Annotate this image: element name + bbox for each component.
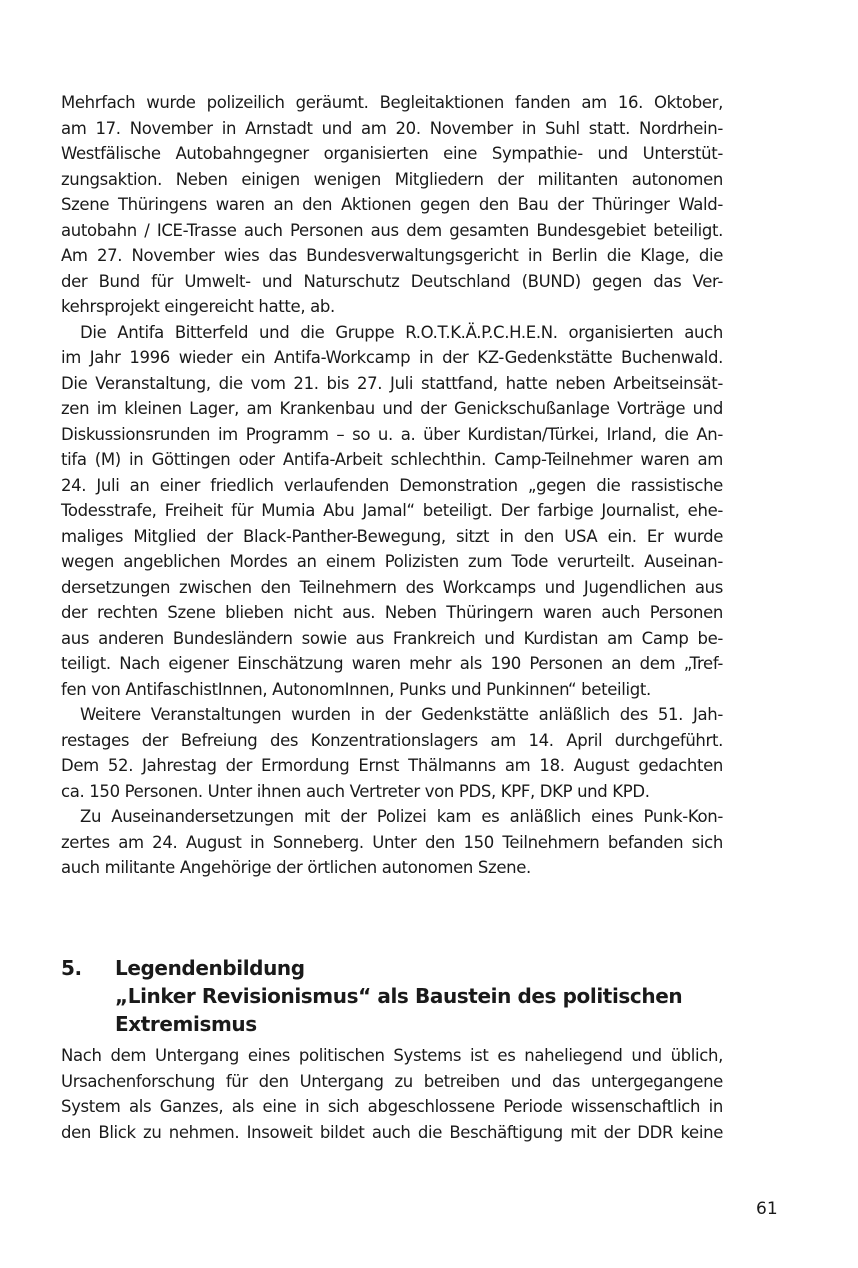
section-number: 5. — [61, 956, 82, 980]
body-text-before-section — [61, 90, 723, 881]
text-line: restages der Befreiung des Konzentrationslagers am 14. April durchgeführt. — [61, 730, 723, 750]
body-text-after-section — [61, 1043, 723, 1145]
text-line: Nach dem Untergang eines politischen Systems ist es naheliegend und üblich, — [61, 1046, 723, 1065]
text-line: ca. 150 Personen. Unter ihnen auch Vertreter von PDS, KPF, DKP und KPD. — [61, 781, 650, 801]
text-line: Szene Thüringens waren an den Aktionen gegen den Bau der Thüringer Wald- — [61, 195, 723, 214]
text-line: am 17. November in Arnstadt und am 20. November in Suhl statt. Nordrhein- — [61, 118, 723, 138]
text-line: aus anderen Bundesländern sowie aus Frankreich und Kurdistan am Camp be- — [61, 628, 723, 648]
text-line: tifa (M) in Göttingen oder Antifa-Arbeit schlechthin. Camp-Teilnehmer waren am — [61, 450, 723, 469]
text-line: im Jahr 1996 wieder ein Antifa-Workcamp in der KZ-Gedenkstätte Buchenwald. — [61, 348, 723, 367]
text-line: Die Antifa Bitterfeld und die Gruppe R.O.T.K.Ä.P.C.H.E.N. organisierten auch — [80, 322, 723, 342]
text-line: Zu Auseinandersetzungen mit der Polizei kam es anläßlich eines Punk-Kon- — [80, 807, 723, 826]
text-line: Mehrfach wurde polizeilich geräumt. Begleitaktionen fanden am 16. Oktober, — [61, 93, 723, 112]
text-line: Am 27. November wies das Bundesverwaltungsgericht in Berlin die Klage, die — [61, 246, 723, 265]
text-line: Die Veranstaltung, die vom 21. bis 27. Juli stattfand, hatte neben Arbeitseinsät- — [61, 373, 723, 393]
text-line: maliges Mitglied der Black-Panther-Bewegung, sitzt in den USA ein. Er wurde — [61, 526, 723, 546]
section-title-line-2: „Linker Revisionismus“ als Baustein des politischen — [115, 984, 683, 1008]
text-line: der Bund für Umwelt- und Naturschutz Deutschland (BUND) gegen das Ver- — [61, 271, 723, 291]
text-line: autobahn / ICE-Trasse auch Personen aus dem gesamten Bundesgebiet beteiligt. — [61, 220, 723, 240]
section-title — [115, 954, 735, 1038]
text-line: Todesstrafe, Freiheit für Mumia Abu Jamal“ beteiligt. Der farbige Journalist, ehe- — [61, 501, 723, 520]
text-line: der rechten Szene blieben nicht aus. Neben Thüringern waren auch Personen — [61, 603, 723, 622]
text-line: System als Ganzes, als eine in sich abgeschlossene Periode wissenschaftlich in — [61, 1097, 723, 1116]
text-line: Westfälische Autobahngegner organisierten eine Sympathie- und Unterstüt- — [61, 144, 723, 163]
text-line: den Blick zu nehmen. Insoweit bildet auch die Beschäftigung mit der DDR keine — [61, 1122, 723, 1142]
text-line: fen von AntifaschistInnen, AutonomInnen, Punks und Punkinnen“ beteiligt. — [61, 679, 651, 699]
page-number: 61 — [756, 1199, 778, 1219]
text-line: auch militante Angehörige der örtlichen autonomen Szene. — [61, 858, 531, 877]
text-line: teiligt. Nach eigener Einschätzung waren mehr als 190 Personen an dem „Tref- — [61, 654, 723, 673]
section-title-line-1: Legendenbildung — [115, 956, 305, 980]
text-line: dersetzungen zwischen den Teilnehmern des Workcamps und Jugendlichen aus — [61, 577, 723, 597]
text-line: 24. Juli an einer friedlich verlaufenden Demonstration „gegen die rassistische — [61, 475, 723, 495]
text-line: wegen angeblichen Mordes an einem Polizisten zum Tode verurteilt. Auseinan- — [61, 552, 723, 571]
text-line: Dem 52. Jahrestag der Ermordung Ernst Thälmanns am 18. August gedachten — [61, 756, 723, 775]
text-line: zen im kleinen Lager, am Krankenbau und der Genickschußanlage Vorträge und — [61, 399, 723, 418]
text-line: zertes am 24. August in Sonneberg. Unter den 150 Teilnehmern befanden sich — [61, 832, 723, 852]
text-line: zungsaktion. Neben einigen wenigen Mitgliedern der militanten autonomen — [61, 169, 723, 189]
text-line: Weitere Veranstaltungen wurden in der Gedenkstätte anläßlich des 51. Jah- — [80, 705, 723, 724]
text-line: Ursachenforschung für den Untergang zu betreiben und das untergegangene — [61, 1071, 723, 1091]
section-title-line-3: Extremismus — [115, 1012, 257, 1036]
text-line: kehrsprojekt eingereicht hatte, ab. — [61, 297, 335, 316]
text-line: Diskussionsrunden im Programm – so u. a. über Kurdistan/Türkei, Irland, die An- — [61, 424, 723, 444]
